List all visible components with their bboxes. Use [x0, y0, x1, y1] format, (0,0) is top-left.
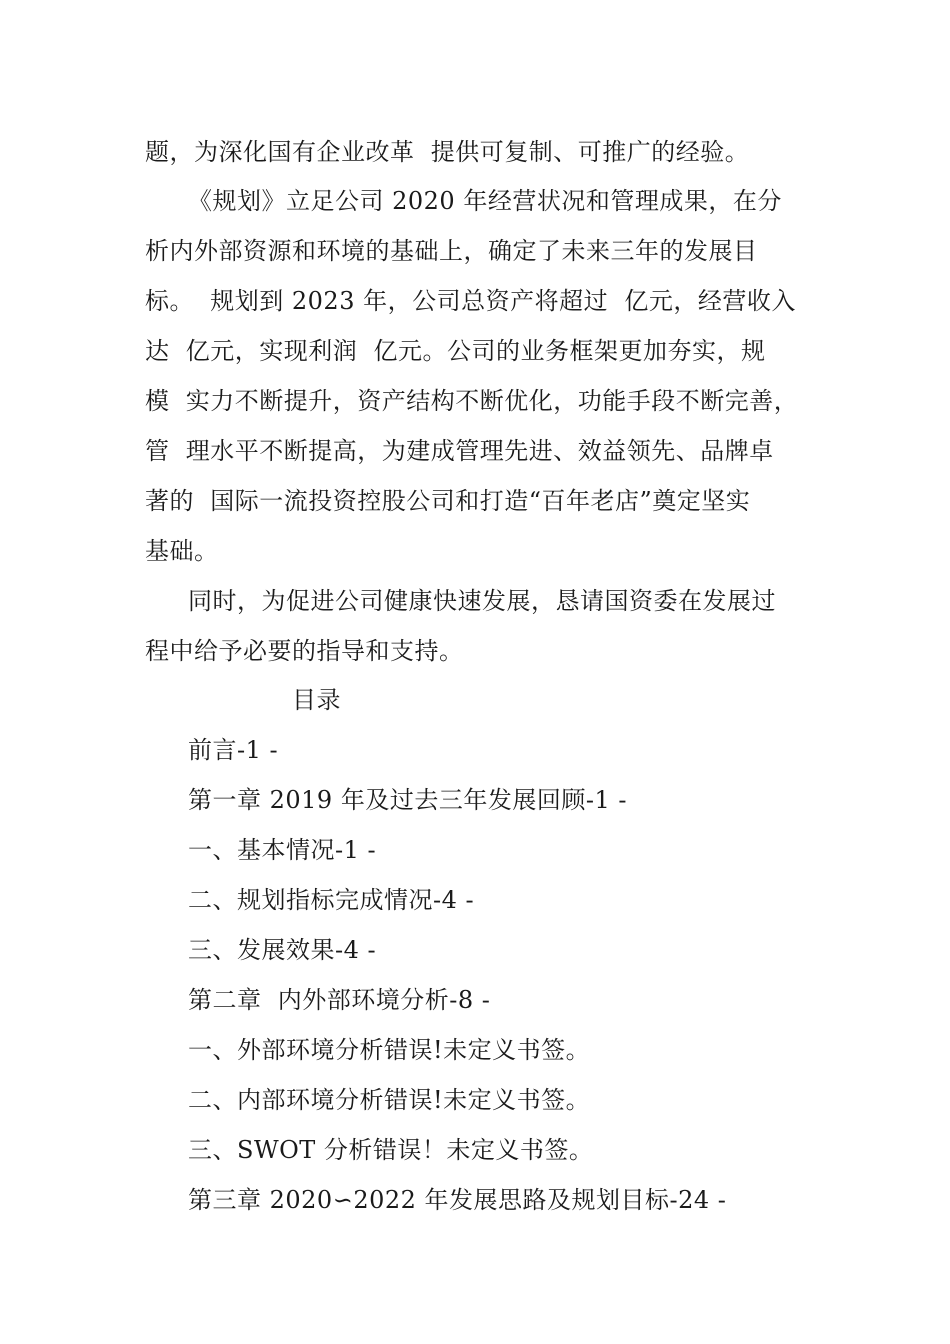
toc-entry: 二、规划指标完成情况-4 -: [188, 886, 475, 914]
paragraph-line: 达 亿元，实现利润 亿元。公司的业务框架更加夯实，规: [145, 337, 766, 365]
paragraph-line: 题，为深化国有企业改革 提供可复制、可推广的经验。: [145, 138, 750, 166]
paragraph-line: 标。 规划到 2023 年，公司总资产将超过 亿元，经营收入: [145, 287, 796, 315]
toc-entry: 第二章 内外部环境分析-8 -: [188, 986, 491, 1014]
paragraph-line: 程中给予必要的指导和支持。: [145, 637, 464, 665]
toc-entry: 一、基本情况-1 -: [188, 836, 377, 864]
toc-entry: 三、SWOT 分析错误！未定义书签。: [188, 1136, 594, 1164]
toc-entry: 一、外部环境分析错误!未定义书签。: [188, 1036, 591, 1064]
toc-entry: 第三章 2020∽2022 年发展思路及规划目标-24 -: [188, 1186, 727, 1214]
paragraph-line: 著的 国际一流投资控股公司和打造“百年老店”奠定坚实: [145, 487, 751, 515]
paragraph-line: 模 实力不断提升，资产结构不断优化，功能手段不断完善，: [145, 387, 799, 415]
toc-entry: 前言-1 -: [188, 736, 279, 764]
paragraph-line: 析内外部资源和环境的基础上，确定了未来三年的发展目: [145, 237, 758, 265]
paragraph-line: 基础。: [145, 537, 219, 565]
paragraph-line: 《规划》立足公司 2020 年经营状况和管理成果，在分: [188, 187, 782, 215]
toc-title: 目录: [292, 686, 341, 714]
paragraph-line: 同时，为促进公司健康快速发展，恳请国资委在发展过: [188, 587, 776, 615]
toc-entry: 三、发展效果-4 -: [188, 936, 377, 964]
paragraph-line: 管 理水平不断提高，为建成管理先进、效益领先、品牌卓: [145, 437, 774, 465]
toc-entry: 第一章 2019 年及过去三年发展回顾-1 -: [188, 786, 627, 814]
toc-entry: 二、内部环境分析错误!未定义书签。: [188, 1086, 591, 1114]
